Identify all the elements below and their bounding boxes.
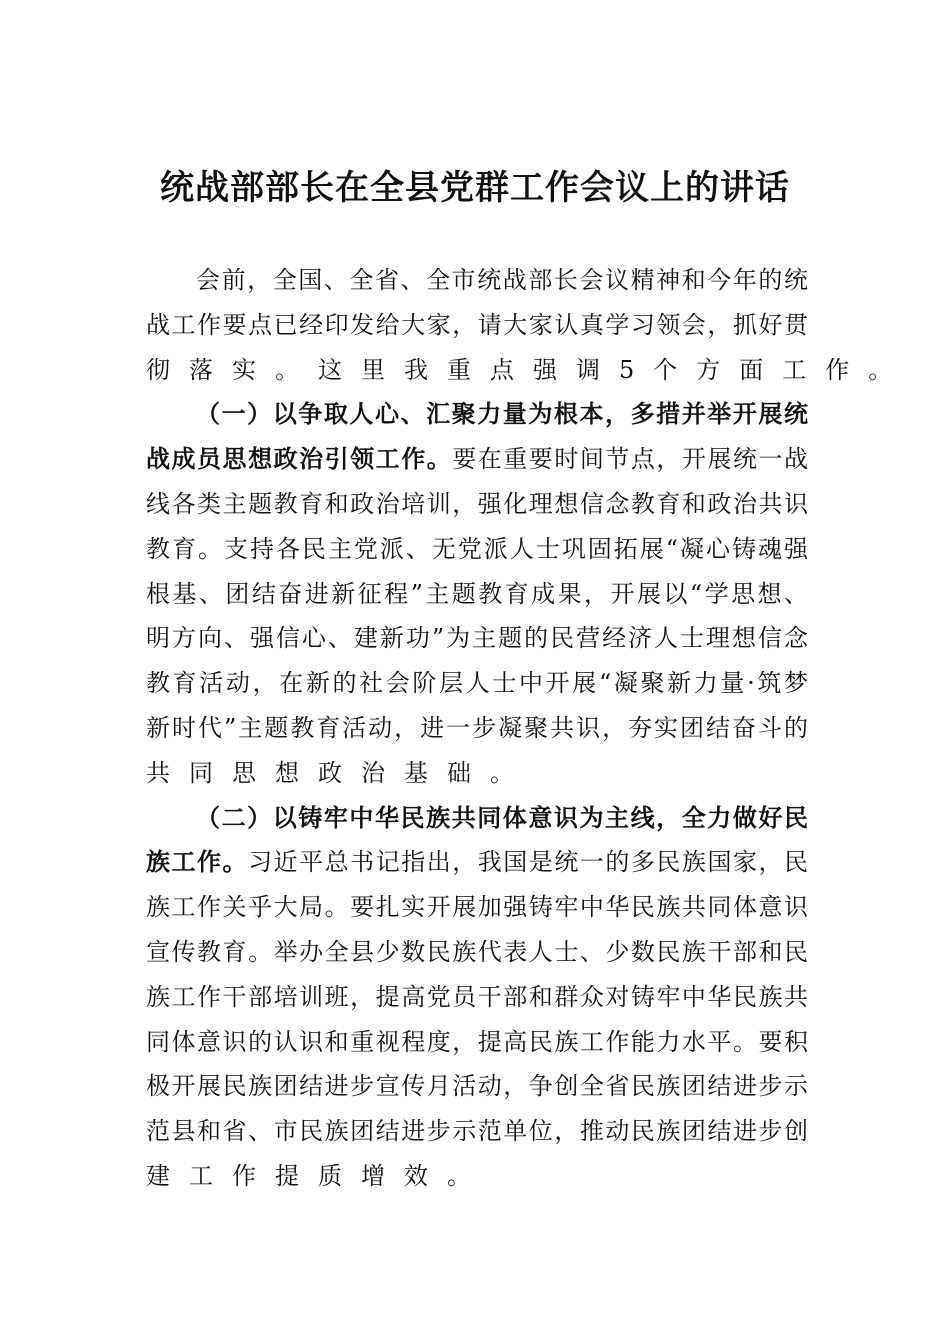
text-line xyxy=(146,437,808,482)
text-line xyxy=(146,258,808,303)
section-heading: 族工作。 xyxy=(146,847,249,877)
section-heading: 战成员思想政治引领工作。 xyxy=(146,444,453,474)
text-line xyxy=(146,1154,808,1199)
text-line xyxy=(146,1109,808,1154)
body-text: 教育。支持各民主党派、无党派人士巩固拓展“凝心铸魂强 xyxy=(146,534,808,563)
body-text: 宣传教育。举办全县少数民族代表人士、少数民族干部和民 xyxy=(146,937,808,966)
body-text: 同体意识的认识和重视程度，提高民族工作能力水平。要积 xyxy=(146,1027,808,1056)
body-text: 族工作关乎大局。要扎实开展加强铸牢中华民族共同体意识 xyxy=(146,893,808,922)
body-text: 建工作提质增效。 xyxy=(146,1161,490,1190)
text-line xyxy=(146,616,808,661)
body-text: 线各类主题教育和政治培训，强化理想信念教育和政治共识 xyxy=(146,489,808,518)
text-line xyxy=(146,796,808,841)
text-line xyxy=(146,392,808,437)
body-text: 范县和省、市民族团结进步示范单位，推动民族团结进步创 xyxy=(146,1117,808,1146)
document-body xyxy=(146,258,912,1199)
body-text: 习近平总书记指出，我国是统一的多民族国家，民 xyxy=(248,848,809,877)
paragraph xyxy=(146,796,808,1199)
body-text: 教育活动，在新的社会阶层人士中开展“凝聚新力量·筑梦 xyxy=(146,669,808,698)
body-text: 根基、团结奋进新征程”主题教育成果，开展以“学思想、 xyxy=(146,579,808,608)
text-line xyxy=(146,1020,808,1065)
body-text: 新时代”主题教育活动，进一步凝聚共识，夯实团结奋斗的 xyxy=(146,713,808,742)
body-text: 极开展民族团结进步宣传月活动，争创全省民族团结进步示 xyxy=(146,1072,808,1101)
text-line xyxy=(146,527,808,572)
body-text: 族工作干部培训班，提高党员干部和群众对铸牢中华民族共 xyxy=(146,982,808,1011)
text-line xyxy=(146,706,808,751)
body-text: 彻落实。这里我重点强调5个方面工作。 xyxy=(146,355,912,384)
paragraph xyxy=(146,258,912,392)
text-line xyxy=(146,348,912,393)
body-text: 共同思想政治基础。 xyxy=(146,758,533,787)
text-line xyxy=(146,482,808,527)
text-line xyxy=(146,303,808,348)
text-line xyxy=(146,751,808,796)
body-text: 战工作要点已经印发给大家，请大家认真学习领会，抓好贯 xyxy=(146,310,808,339)
text-line xyxy=(146,1064,808,1109)
section-heading: （二）以铸牢中华民族共同体意识为主线，全力做好民 xyxy=(196,802,808,832)
text-line xyxy=(146,975,808,1020)
document-title: 统战部部长在全县党群工作会议上的讲话 xyxy=(160,168,790,208)
body-text: 要在重要时间节点，开展统一战 xyxy=(452,445,809,474)
text-line xyxy=(146,661,808,706)
body-text: 明方向、强信心、建新功”为主题的民营经济人士理想信念 xyxy=(146,624,808,653)
text-line xyxy=(146,930,808,975)
text-line xyxy=(146,840,808,885)
text-line xyxy=(146,572,808,617)
section-heading: （一）以争取人心、汇聚力量为根本，多措并举开展统 xyxy=(196,399,808,429)
body-text: 会前，全国、全省、全市统战部长会议精神和今年的统 xyxy=(196,266,808,294)
paragraph xyxy=(146,392,808,795)
text-line xyxy=(146,885,808,930)
